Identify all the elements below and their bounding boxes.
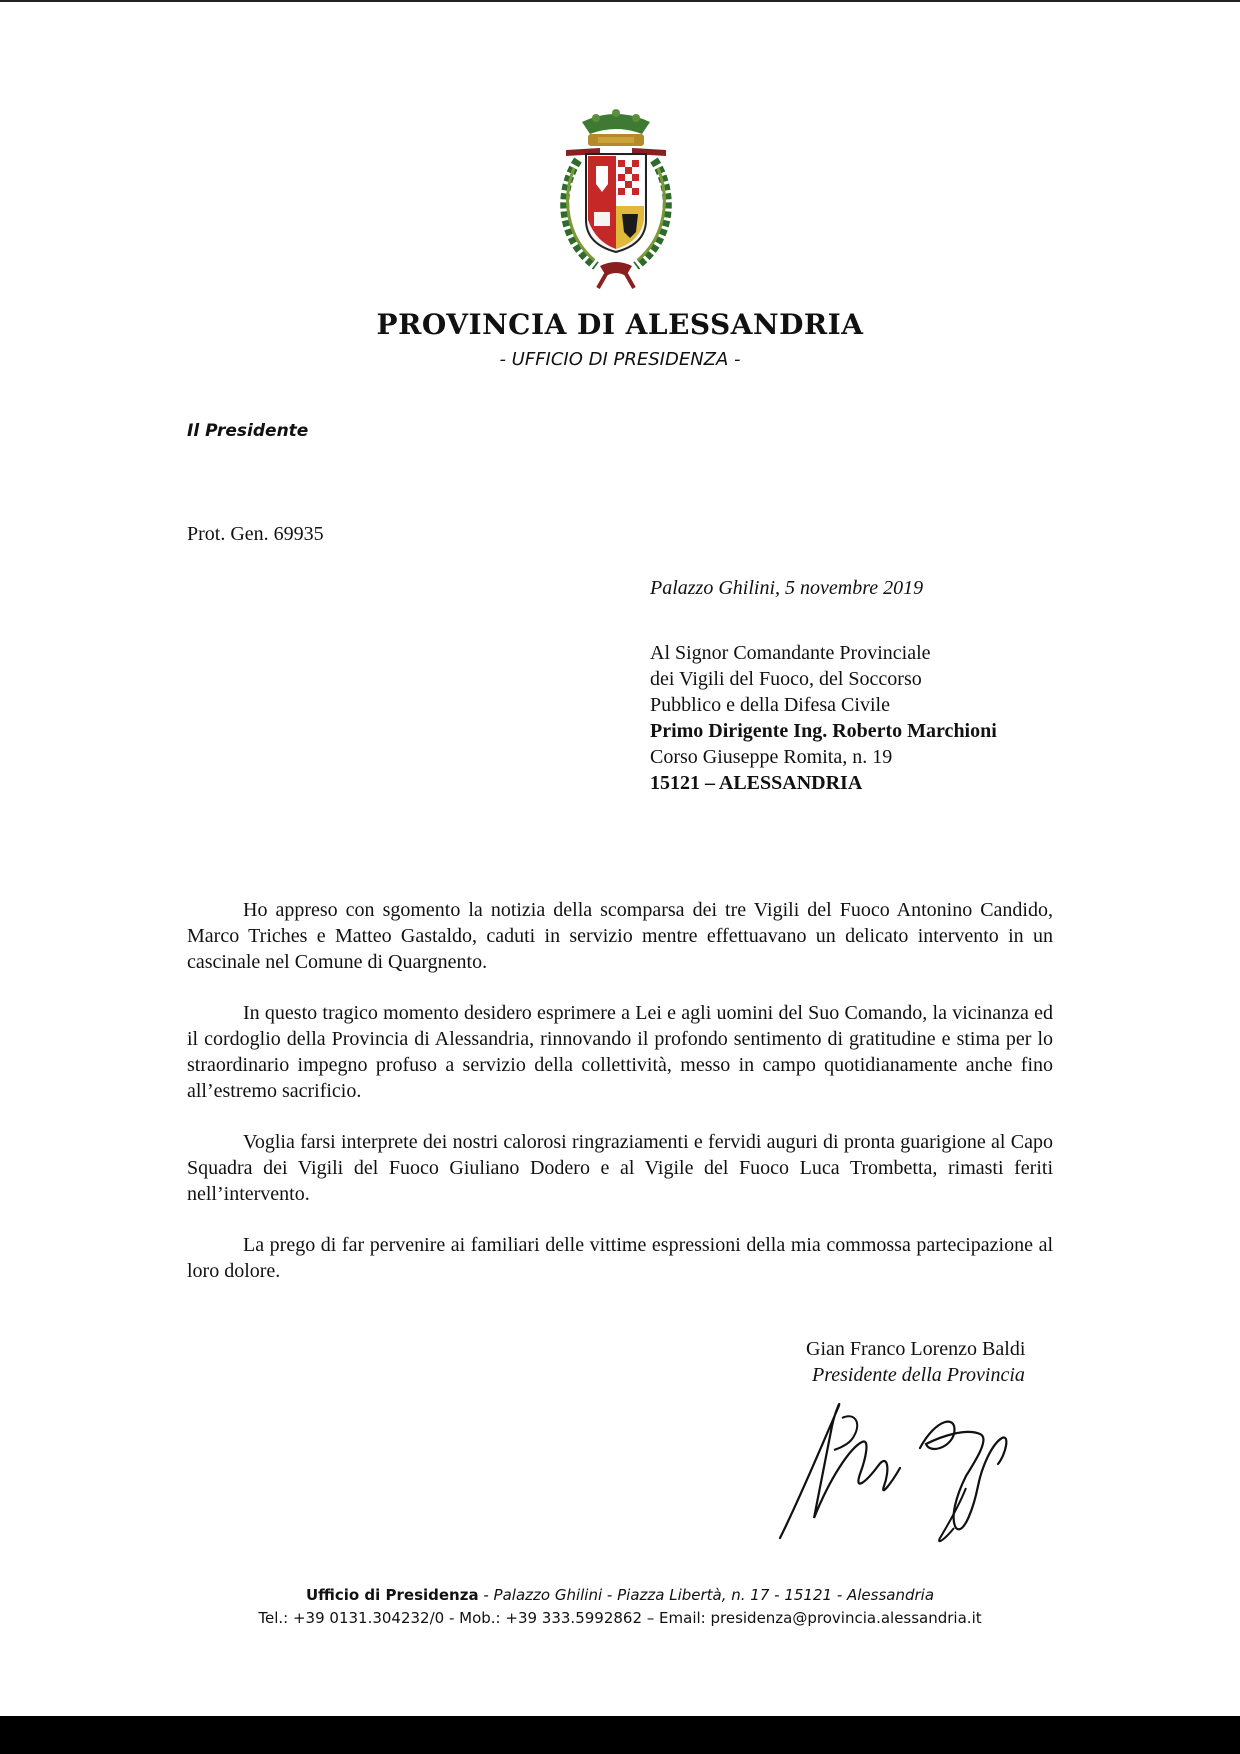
footer-address: - Palazzo Ghilini - Piazza Libertà, n. 17 - 15121 - Alessandria	[483, 1586, 935, 1604]
top-border	[0, 0, 1240, 2]
body-paragraph: La prego di far pervenire ai familiari delle vittime espressioni della mia commossa partecipazione al loro dolore.	[187, 1234, 1053, 1282]
body-paragraph: Voglia farsi interprete dei nostri calorosi ringraziamenti e fervidi auguri di pronta guarigione al Capo Squadra dei Vigili del Fuoco Giuliano Dodero e al Vigile del Fuoco Luca Trombetta, rimasti feriti nell’intervento.	[187, 1131, 1053, 1205]
coat-of-arms-icon	[552, 108, 680, 290]
protocol-number: Prot. Gen. 69935	[187, 523, 324, 545]
place-and-date: Palazzo Ghilini, 5 novembre 2019	[650, 577, 924, 599]
footer-office: Ufficio di Presidenza	[305, 1586, 479, 1604]
recipient-line: Pubblico e della Difesa Civile	[650, 694, 890, 716]
handwritten-signature-icon	[770, 1378, 1070, 1553]
footer-contacts: Tel.: +39 0131.304232/0 - Mob.: +39 333.5992862 – Email: presidenza@provincia.alessandria.it	[258, 1609, 982, 1627]
bottom-bar	[0, 1716, 1240, 1754]
body-paragraph: In questo tragico momento desidero esprimere a Lei e agli uomini del Suo Comando, la vicinanza ed il cordoglio della Provincia di Alessandria, rinnovando il profondo sentimento di gratitudine e stima per lo straordinario impegno profuso a servizio della collettività, messo in campo quotidianamente anche fino all’estremo sacrificio.	[187, 1002, 1053, 1102]
body-paragraph: Ho appreso con sgomento la notizia della scomparsa dei tre Vigili del Fuoco Antonino Candido, Marco Triches e Matteo Gastaldo, caduti in servizio mentre effettuavano un delicato intervento in un cascinale nel Comune di Quargnento.	[187, 899, 1053, 973]
recipient-line: Al Signor Comandante Provinciale	[650, 642, 931, 664]
footer-address-line	[0, 1584, 1240, 1607]
recipient-line: dei Vigili del Fuoco, del Soccorso	[650, 668, 922, 690]
signatory-name: Gian Franco Lorenzo Baldi	[806, 1338, 1026, 1360]
recipient-line: Corso Giuseppe Romita, n. 19	[650, 746, 893, 768]
office-subtitle: - UFFICIO DI PRESIDENZA -	[499, 349, 741, 370]
recipient-city: 15121 – ALESSANDRIA	[650, 772, 863, 794]
letter-body	[187, 897, 1053, 1309]
recipient-name: Primo Dirigente Ing. Roberto Marchioni	[650, 720, 997, 742]
organization-name: PROVINCIA DI ALESSANDRIA	[376, 308, 864, 341]
signatory-title: Presidente della Provincia	[812, 1364, 1025, 1386]
recipient-address	[650, 640, 997, 796]
author-role: Il Presidente	[187, 421, 309, 441]
footer	[0, 1584, 1240, 1630]
